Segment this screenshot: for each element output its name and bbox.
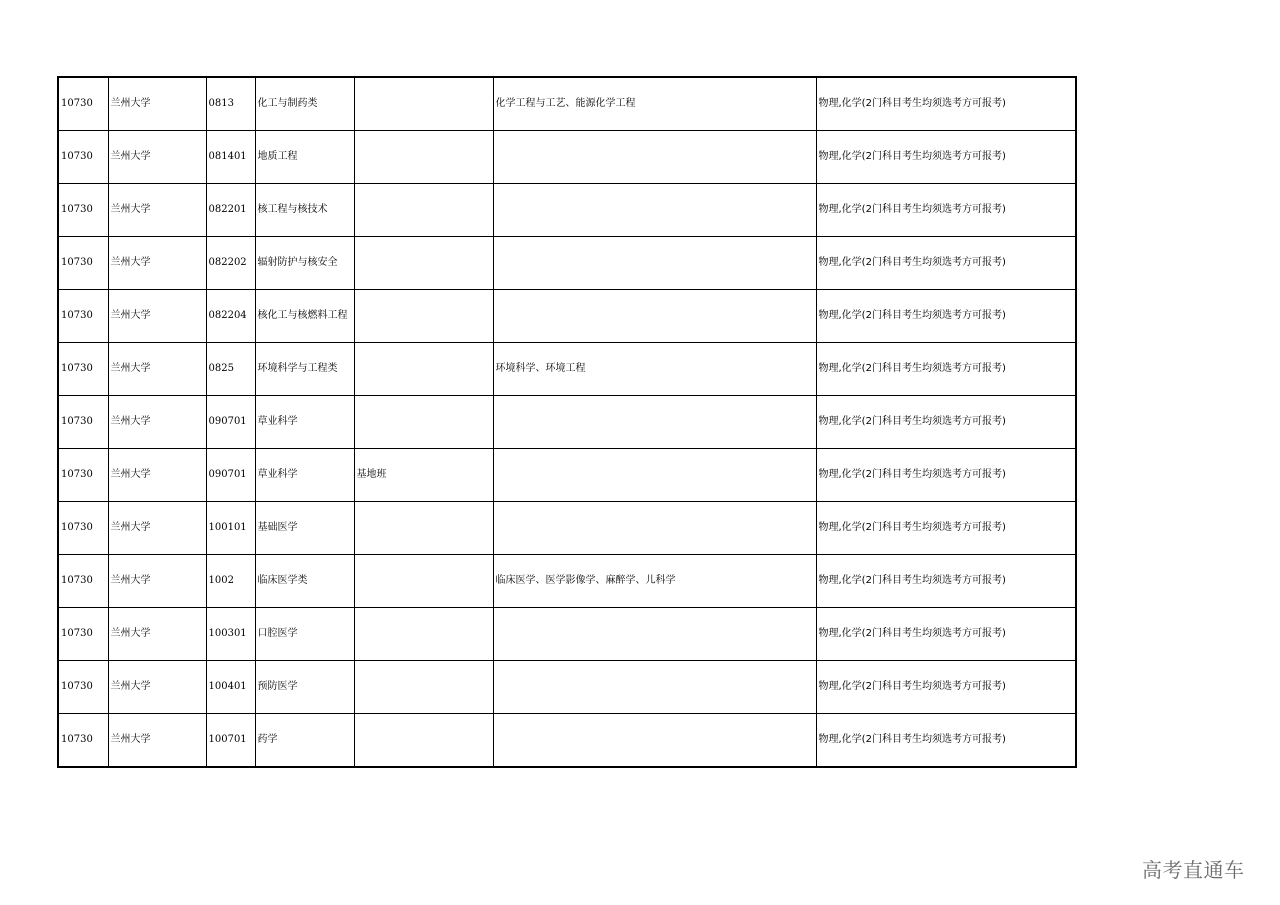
school-code-cell: 10730 <box>58 449 108 502</box>
major-code-cell: 082204 <box>206 290 255 343</box>
subject-requirement-cell: 物理,化学(2门科目考生均须选考方可报考) <box>816 555 1076 608</box>
school-code-cell: 10730 <box>58 131 108 184</box>
note-cell <box>354 77 493 131</box>
note-cell <box>354 555 493 608</box>
included-majors-cell <box>493 661 816 714</box>
school-code-cell: 10730 <box>58 661 108 714</box>
major-name-cell: 基础医学 <box>255 502 354 555</box>
table-row <box>58 131 1076 184</box>
school-name-cell: 兰州大学 <box>108 184 206 237</box>
included-majors-cell <box>493 449 816 502</box>
note-cell <box>354 502 493 555</box>
major-code-cell: 0825 <box>206 343 255 396</box>
school-code-cell: 10730 <box>58 396 108 449</box>
subject-requirement-cell: 物理,化学(2门科目考生均须选考方可报考) <box>816 184 1076 237</box>
major-name-cell: 地质工程 <box>255 131 354 184</box>
table-row <box>58 449 1076 502</box>
school-name-cell: 兰州大学 <box>108 555 206 608</box>
included-majors-cell: 环境科学、环境工程 <box>493 343 816 396</box>
table-row <box>58 343 1076 396</box>
note-cell <box>354 237 493 290</box>
major-code-cell: 082202 <box>206 237 255 290</box>
major-name-cell: 辐射防护与核安全 <box>255 237 354 290</box>
major-code-cell: 1002 <box>206 555 255 608</box>
major-code-cell: 0813 <box>206 77 255 131</box>
table-row <box>58 184 1076 237</box>
major-code-cell: 100401 <box>206 661 255 714</box>
major-name-cell: 核化工与核燃料工程 <box>255 290 354 343</box>
school-code-cell: 10730 <box>58 77 108 131</box>
subject-requirement-cell: 物理,化学(2门科目考生均须选考方可报考) <box>816 77 1076 131</box>
school-code-cell: 10730 <box>58 502 108 555</box>
major-code-cell: 081401 <box>206 131 255 184</box>
school-name-cell: 兰州大学 <box>108 77 206 131</box>
table-row <box>58 608 1076 661</box>
table-row <box>58 714 1076 768</box>
note-cell <box>354 184 493 237</box>
note-cell <box>354 608 493 661</box>
watermark-text: 高考直通车 <box>1142 858 1245 882</box>
major-name-cell: 核工程与核技术 <box>255 184 354 237</box>
subject-requirement-cell: 物理,化学(2门科目考生均须选考方可报考) <box>816 608 1076 661</box>
major-name-cell: 预防医学 <box>255 661 354 714</box>
note-cell <box>354 396 493 449</box>
school-code-cell: 10730 <box>58 608 108 661</box>
school-code-cell: 10730 <box>58 714 108 768</box>
major-requirements-table <box>57 76 1077 768</box>
school-code-cell: 10730 <box>58 237 108 290</box>
included-majors-cell: 临床医学、医学影像学、麻醉学、儿科学 <box>493 555 816 608</box>
table-row <box>58 555 1076 608</box>
school-code-cell: 10730 <box>58 290 108 343</box>
note-cell <box>354 714 493 768</box>
subject-requirement-cell: 物理,化学(2门科目考生均须选考方可报考) <box>816 290 1076 343</box>
major-code-cell: 082201 <box>206 184 255 237</box>
major-name-cell: 口腔医学 <box>255 608 354 661</box>
note-cell: 基地班 <box>354 449 493 502</box>
major-code-cell: 100701 <box>206 714 255 768</box>
major-name-cell: 草业科学 <box>255 449 354 502</box>
table-row <box>58 237 1076 290</box>
table-row <box>58 661 1076 714</box>
subject-requirement-cell: 物理,化学(2门科目考生均须选考方可报考) <box>816 502 1076 555</box>
school-name-cell: 兰州大学 <box>108 290 206 343</box>
subject-requirement-cell: 物理,化学(2门科目考生均须选考方可报考) <box>816 661 1076 714</box>
school-name-cell: 兰州大学 <box>108 502 206 555</box>
table-row <box>58 77 1076 131</box>
school-name-cell: 兰州大学 <box>108 396 206 449</box>
school-name-cell: 兰州大学 <box>108 714 206 768</box>
school-code-cell: 10730 <box>58 184 108 237</box>
subject-requirement-cell: 物理,化学(2门科目考生均须选考方可报考) <box>816 449 1076 502</box>
included-majors-cell <box>493 237 816 290</box>
note-cell <box>354 290 493 343</box>
major-name-cell: 草业科学 <box>255 396 354 449</box>
included-majors-cell <box>493 502 816 555</box>
school-name-cell: 兰州大学 <box>108 661 206 714</box>
major-name-cell: 药学 <box>255 714 354 768</box>
subject-requirement-cell: 物理,化学(2门科目考生均须选考方可报考) <box>816 131 1076 184</box>
school-name-cell: 兰州大学 <box>108 237 206 290</box>
major-name-cell: 环境科学与工程类 <box>255 343 354 396</box>
note-cell <box>354 343 493 396</box>
major-name-cell: 临床医学类 <box>255 555 354 608</box>
table-row <box>58 290 1076 343</box>
included-majors-cell <box>493 396 816 449</box>
major-code-cell: 100301 <box>206 608 255 661</box>
school-name-cell: 兰州大学 <box>108 449 206 502</box>
school-code-cell: 10730 <box>58 555 108 608</box>
table-body <box>58 77 1076 767</box>
subject-requirement-cell: 物理,化学(2门科目考生均须选考方可报考) <box>816 343 1076 396</box>
included-majors-cell <box>493 608 816 661</box>
major-name-cell: 化工与制药类 <box>255 77 354 131</box>
subject-requirement-cell: 物理,化学(2门科目考生均须选考方可报考) <box>816 714 1076 768</box>
subject-requirement-cell: 物理,化学(2门科目考生均须选考方可报考) <box>816 237 1076 290</box>
included-majors-cell <box>493 184 816 237</box>
major-code-cell: 090701 <box>206 396 255 449</box>
note-cell <box>354 131 493 184</box>
school-code-cell: 10730 <box>58 343 108 396</box>
school-name-cell: 兰州大学 <box>108 131 206 184</box>
major-code-cell: 100101 <box>206 502 255 555</box>
included-majors-cell <box>493 131 816 184</box>
major-code-cell: 090701 <box>206 449 255 502</box>
included-majors-cell: 化学工程与工艺、能源化学工程 <box>493 77 816 131</box>
subject-requirement-cell: 物理,化学(2门科目考生均须选考方可报考) <box>816 396 1076 449</box>
note-cell <box>354 661 493 714</box>
table-row <box>58 502 1076 555</box>
school-name-cell: 兰州大学 <box>108 608 206 661</box>
school-name-cell: 兰州大学 <box>108 343 206 396</box>
table-row <box>58 396 1076 449</box>
included-majors-cell <box>493 714 816 768</box>
included-majors-cell <box>493 290 816 343</box>
